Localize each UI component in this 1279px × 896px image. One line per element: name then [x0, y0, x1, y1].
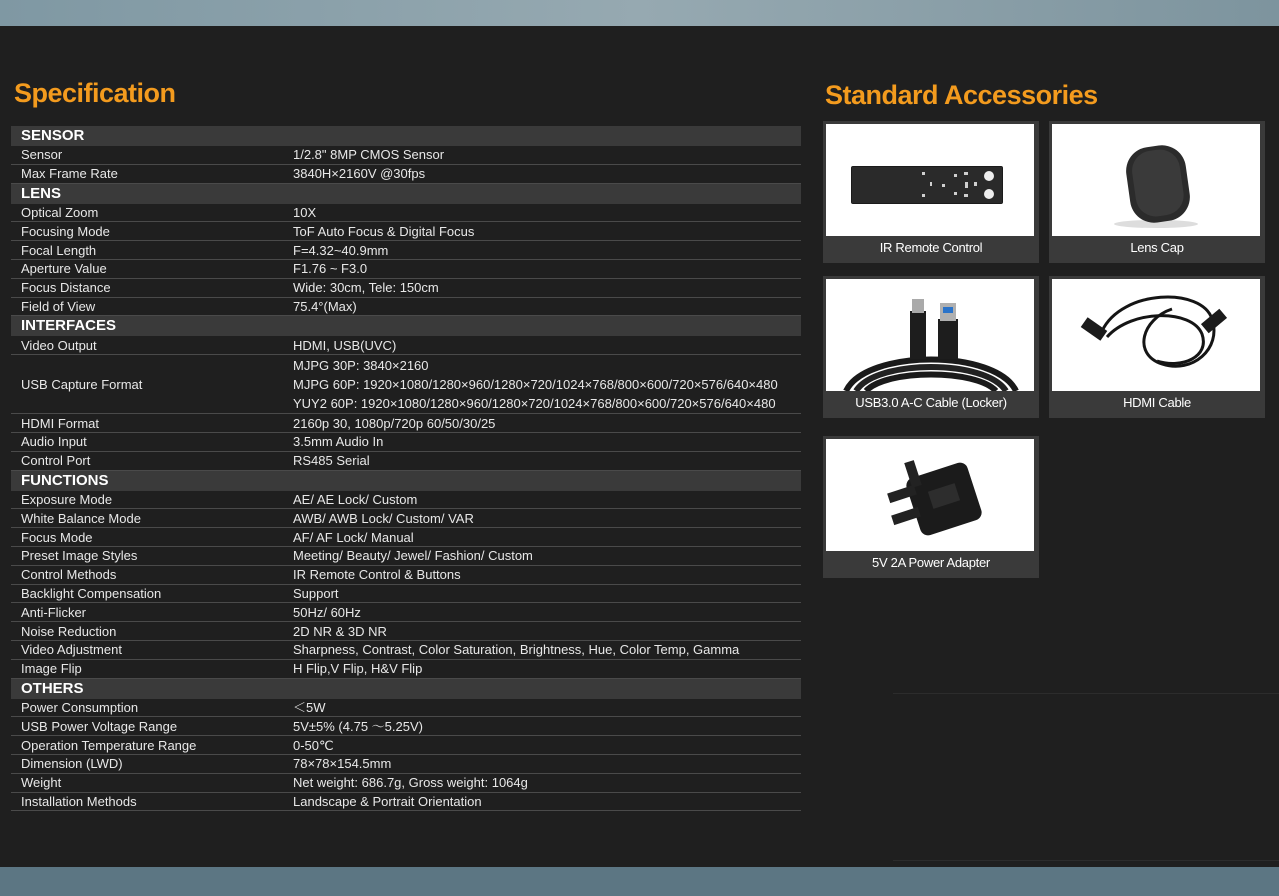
accessory-label: USB3.0 A-C Cable (Locker)	[855, 395, 1007, 410]
spec-row	[11, 699, 801, 718]
spec-value-line: HDMI, USB(UVC)	[293, 337, 397, 353]
spec-row	[11, 222, 801, 241]
spec-value-line: 2160p 30, 1080p/720p 60/50/30/25	[293, 415, 496, 431]
ir-remote-image	[826, 124, 1034, 236]
spec-label: Video Output	[21, 337, 97, 353]
spec-value-line: YUY2 60P: 1920×1080/1280×960/1280×720/1024×768/800×600/720×576/640×480	[293, 395, 776, 411]
accessory-card-lens-cap	[1049, 121, 1265, 263]
accessory-card-power-adapter	[823, 436, 1039, 578]
spec-value	[293, 603, 801, 622]
spec-value-line: AWB/ AWB Lock/ Custom/ VAR	[293, 510, 474, 526]
spec-label: Audio Input	[21, 434, 87, 450]
spec-row	[11, 146, 801, 165]
spec-value	[293, 622, 801, 641]
spec-value-line: 5V±5% (4.75 ～5.25V)	[293, 718, 423, 734]
spec-row	[11, 717, 801, 736]
spec-row	[11, 355, 801, 414]
spec-row	[11, 641, 801, 660]
spec-value-line: Landscape & Portrait Orientation	[293, 793, 482, 809]
spec-row	[11, 736, 801, 755]
spec-value-line: 75.4°(Max)	[293, 298, 357, 314]
spec-label: Preset Image Styles	[21, 548, 138, 564]
hdmi-cable-image	[1052, 279, 1260, 391]
spec-label: Exposure Mode	[21, 491, 113, 507]
spec-row	[11, 491, 801, 510]
spec-row	[11, 528, 801, 547]
spec-value	[293, 717, 801, 736]
specification-table	[11, 126, 801, 811]
accessory-label: IR Remote Control	[879, 240, 983, 255]
spec-row	[11, 547, 801, 566]
spec-value	[293, 546, 801, 565]
spec-row	[11, 204, 801, 223]
spec-value	[293, 241, 801, 260]
spec-value	[293, 164, 801, 183]
divider	[893, 693, 1279, 694]
spec-label: Focus Mode	[21, 529, 93, 545]
specification-title: Specification	[14, 78, 176, 108]
spec-label: Power Consumption	[21, 699, 139, 715]
accessory-card-ir-remote	[823, 121, 1039, 263]
spec-label: Control Port	[21, 453, 91, 469]
spec-row	[11, 260, 801, 279]
spec-value-line: 78×78×154.5mm	[293, 756, 392, 772]
spec-value	[293, 297, 801, 316]
accessories-title: Standard Accessories	[825, 80, 1098, 110]
spec-value	[293, 356, 801, 413]
lens-cap-image	[1052, 124, 1260, 236]
spec-value-line: 3840H×2160V @30fps	[293, 166, 426, 182]
spec-value-line: Meeting/ Beauty/ Jewel/ Fashion/ Custom	[293, 548, 533, 564]
spec-value-line: AE/ AE Lock/ Custom	[293, 491, 418, 507]
spec-value	[293, 451, 801, 470]
spec-value	[293, 773, 801, 792]
power-adapter-image	[826, 439, 1034, 551]
spec-label: Field of View	[21, 298, 96, 314]
spec-label: Anti-Flicker	[21, 604, 87, 620]
spec-value-line: F1.76 ~ F3.0	[293, 261, 368, 277]
spec-label: Installation Methods	[21, 793, 137, 809]
spec-value	[293, 203, 801, 222]
usb-cable-image	[826, 279, 1034, 391]
spec-value-line: 3.5mm Audio In	[293, 434, 384, 450]
spec-row	[11, 336, 801, 355]
spec-label: USB Capture Format	[21, 376, 143, 392]
section-header: LENS	[11, 184, 801, 204]
spec-value-line: 2D NR & 3D NR	[293, 623, 387, 639]
spec-value-line: H Flip,V Flip, H&V Flip	[293, 661, 423, 677]
spec-value-line: AF/ AF Lock/ Manual	[293, 529, 414, 545]
spec-value-line: IR Remote Control & Buttons	[293, 567, 461, 583]
spec-value-line: Support	[293, 585, 339, 601]
spec-value	[293, 509, 801, 528]
spec-value	[293, 528, 801, 547]
spec-label: HDMI Format	[21, 415, 99, 431]
spec-label: Control Methods	[21, 567, 117, 583]
spec-value-line: MJPG 60P: 1920×1080/1280×960/1280×720/1024×768/800×600/720×576/640×480	[293, 376, 778, 392]
spec-value-line: MJPG 30P: 3840×2160	[293, 357, 429, 373]
spec-value	[293, 736, 801, 755]
divider	[893, 860, 1279, 861]
spec-value-line: ToF Auto Focus & Digital Focus	[293, 223, 475, 239]
accessory-label: HDMI Cable	[1123, 395, 1191, 410]
spec-value-line: 1/2.8" 8MP CMOS Sensor	[293, 147, 445, 163]
spec-value	[293, 259, 801, 278]
top-banner	[0, 0, 1279, 26]
spec-label: Weight	[21, 775, 62, 791]
spec-value	[293, 432, 801, 451]
accessory-card-hdmi-cable	[1049, 276, 1265, 418]
section-header: SENSOR	[11, 126, 801, 146]
spec-label: USB Power Voltage Range	[21, 718, 178, 734]
spec-row	[11, 603, 801, 622]
spec-value-line: Net weight: 686.7g, Gross weight: 1064g	[293, 775, 528, 791]
spec-row	[11, 452, 801, 471]
spec-value	[293, 792, 801, 811]
spec-label: Dimension (LWD)	[21, 756, 123, 772]
section-header: OTHERS	[11, 679, 801, 699]
spec-value	[293, 698, 801, 717]
spec-label: Focus Distance	[21, 280, 111, 296]
spec-value	[293, 659, 801, 678]
spec-row	[11, 509, 801, 528]
spec-value	[293, 584, 801, 603]
spec-label: Noise Reduction	[21, 623, 117, 639]
spec-row	[11, 414, 801, 433]
spec-value	[293, 754, 801, 773]
spec-value-line: 0-50℃	[293, 737, 334, 753]
accessory-card-usb-cable	[823, 276, 1039, 418]
spec-label: Video Adjustment	[21, 642, 122, 658]
accessory-label: Lens Cap	[1130, 240, 1184, 255]
spec-label: Sensor	[21, 147, 63, 163]
spec-row	[11, 165, 801, 184]
spec-label: Aperture Value	[21, 261, 107, 277]
spec-value-line: Wide: 30cm, Tele: 150cm	[293, 280, 439, 296]
bottom-banner	[0, 867, 1279, 896]
spec-label: White Balance Mode	[21, 510, 141, 526]
spec-row	[11, 585, 801, 604]
spec-value-line: F=4.32~40.9mm	[293, 242, 389, 258]
spec-value-line: RS485 Serial	[293, 453, 370, 469]
spec-value-line: ＜5W	[293, 699, 326, 715]
spec-label: Focusing Mode	[21, 223, 110, 239]
spec-value	[293, 336, 801, 355]
spec-value	[293, 222, 801, 241]
spec-value	[293, 145, 801, 164]
accessory-label: 5V 2A Power Adapter	[872, 555, 990, 570]
spec-label: Image Flip	[21, 661, 82, 677]
spec-label: Backlight Compensation	[21, 585, 162, 601]
spec-row	[11, 755, 801, 774]
spec-row	[11, 433, 801, 452]
spec-row	[11, 622, 801, 641]
spec-row	[11, 279, 801, 298]
spec-value-line: Sharpness, Contrast, Color Saturation, Brightness, Hue, Color Temp, Gamma	[293, 642, 740, 658]
spec-row	[11, 793, 801, 812]
spec-value	[293, 565, 801, 584]
spec-value	[293, 278, 801, 297]
spec-value	[293, 490, 801, 509]
spec-row	[11, 660, 801, 679]
section-header: FUNCTIONS	[11, 471, 801, 491]
spec-row	[11, 241, 801, 260]
spec-label: Optical Zoom	[21, 204, 99, 220]
spec-value-line: 50Hz/ 60Hz	[293, 604, 361, 620]
spec-row	[11, 566, 801, 585]
spec-row	[11, 774, 801, 793]
spec-label: Operation Temperature Range	[21, 737, 197, 753]
spec-label: Focal Length	[21, 242, 97, 258]
spec-label: Max Frame Rate	[21, 166, 118, 182]
spec-row	[11, 298, 801, 317]
spec-value-line: 10X	[293, 205, 317, 220]
spec-value	[293, 414, 801, 433]
spec-value	[293, 640, 801, 659]
section-header: INTERFACES	[11, 316, 801, 336]
